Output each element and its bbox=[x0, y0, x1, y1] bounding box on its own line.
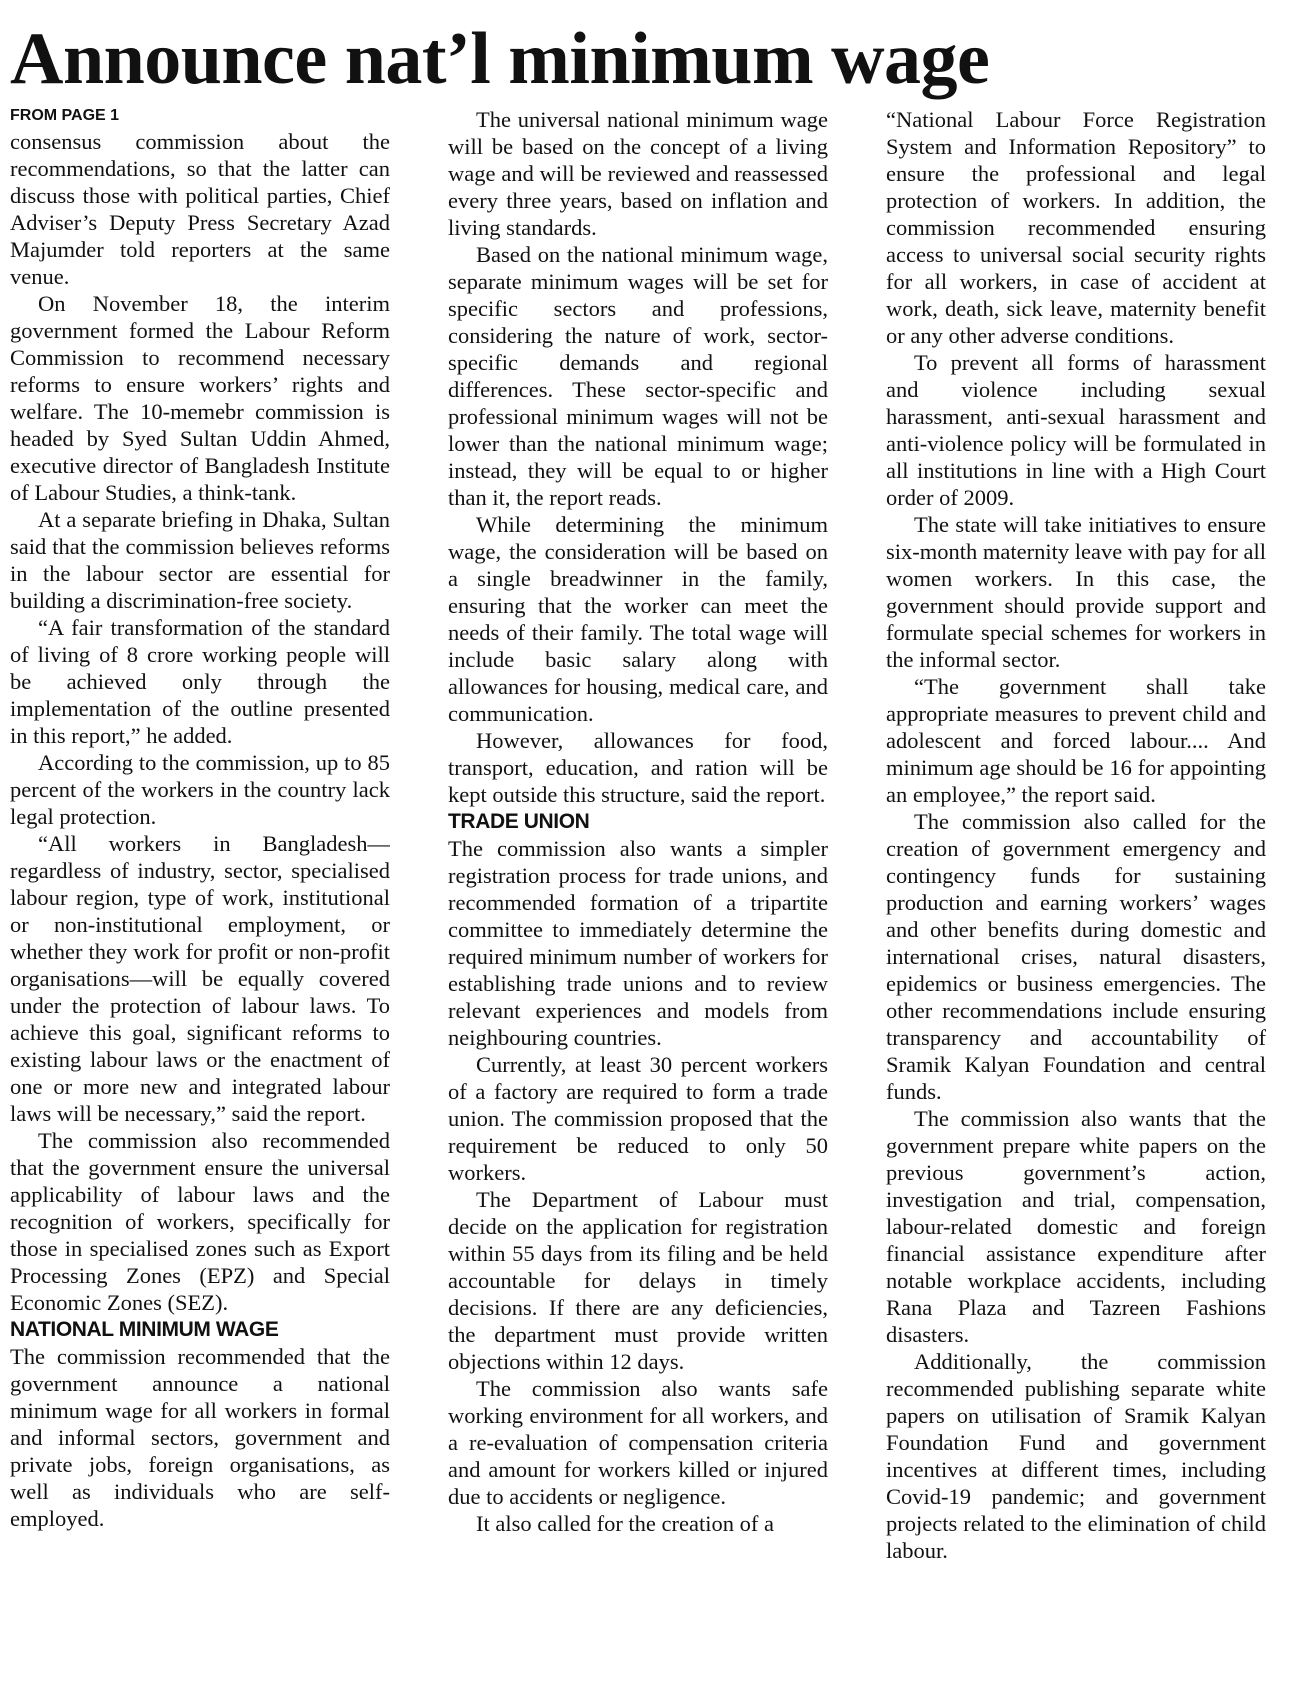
paragraph: consensus commission about the recommendations, so that the latter can discuss those with political parties, Chief Adviser’s Deputy Press Secretary Azad Majumder told reporters at the same venue. bbox=[10, 129, 390, 289]
paragraph: “National Labour Force Registration System and Information Repository” to ensure the professional and legal protection of workers. In addition, the commission recommended ensuring access to universal social security rights for all workers, in case of accident at work, death, sick leave, maternity benefit or any other adverse conditions. bbox=[886, 107, 1266, 348]
paragraph: “A fair transformation of the standard of living of 8 crore working people will be achieved only through the implementation of the outline presented in this report,” he added. bbox=[10, 615, 390, 748]
paragraph: Based on the national minimum wage, separate minimum wages will be set for specific sectors and professions, considering the nature of work, sector-specific demands and regional differences. These sector-specific and professional minimum wages will not be lower than the national minimum wage; instead, they will be equal to or higher than it, the report reads. bbox=[448, 242, 828, 510]
paragraph: The universal national minimum wage will be based on the concept of a living wage and will be reviewed and reassessed every three years, based on inflation and living standards. bbox=[448, 107, 828, 240]
paragraph: Currently, at least 30 percent workers of a factory are required to form a trade union. The commission proposed that the requirement be reduced to only 50 workers. bbox=[448, 1052, 828, 1185]
paragraph: The commission recommended that the government announce a national minimum wage for all workers in formal and informal sectors, government and private jobs, foreign organisations, as well as individuals who are self-employed. bbox=[10, 1344, 390, 1531]
paragraph: “The government shall take appropriate measures to prevent child and adolescent and forced labour.... And minimum age should be 16 for appointing an employee,” the report said. bbox=[886, 674, 1266, 807]
paragraph: At a separate briefing in Dhaka, Sultan said that the commission believes reforms in the labour sector are essential for building a discrimination-free society. bbox=[10, 507, 390, 613]
section-subhead: NATIONAL MINIMUM WAGE bbox=[10, 1318, 279, 1341]
paragraph: The commission also wants a simpler registration process for trade unions, and recommended formation of a tripartite committee to immediately determine the required minimum number of workers for establishing trade unions and to review relevant experiences and models from neighbouring countries. bbox=[448, 836, 828, 1050]
paragraph: On November 18, the interim government formed the Labour Reform Commission to recommend necessary reforms to ensure workers’ rights and welfare. The 10-memebr commission is headed by Syed Sultan Uddin Ahmed, executive director of Bangladesh Institute of Labour Studies, a think-tank. bbox=[10, 291, 390, 505]
section-subhead: TRADE UNION bbox=[448, 810, 590, 833]
paragraph: It also called for the creation of a bbox=[476, 1511, 774, 1536]
paragraph: According to the commission, up to 85 percent of the workers in the country lack legal protection. bbox=[10, 750, 390, 829]
paragraph: The commission also wants safe working environment for all workers, and a re-evaluation of compensation criteria and amount for workers killed or injured due to accidents or negligence. bbox=[448, 1376, 828, 1509]
paragraph: While determining the minimum wage, the consideration will be based on a single breadwinner in the family, ensuring that the worker can meet the needs of their family. The total wage will include basic salary along with allowances for housing, medical care, and communication. bbox=[448, 512, 828, 726]
column-1 bbox=[10, 106, 390, 1690]
paragraph: “All workers in Bangladesh—regardless of industry, sector, specialised labour region, type of work, institutional or non-institutional employment, or whether they work for profit or non-profit organisations—will be equally covered under the protection of labour laws. To achieve this goal, significant reforms to existing labour laws or the enactment of one or more new and integrated labour laws will be necessary,” said the report. bbox=[10, 831, 390, 1126]
paragraph: The commission also wants that the government prepare white papers on the previous government’s action, investigation and trial, compensation, labour-related domestic and foreign financial assistance expenditure after notable workplace accidents, including Rana Plaza and Tazreen Fashions disasters. bbox=[886, 1106, 1266, 1347]
kicker-label: FROM PAGE 1 bbox=[10, 107, 120, 124]
paragraph: Additionally, the commission recommended publishing separate white papers on utilisation of Sramik Kalyan Foundation Fund and government incentives at different times, including Covid-19 pandemic; and government projects related to the elimination of child labour. bbox=[886, 1349, 1266, 1563]
column-2 bbox=[448, 106, 828, 1690]
paragraph: The Department of Labour must decide on the application for registration within 55 days from its filing and be held accountable for delays in timely decisions. If there are any deficiencies, the department must provide written objections within 12 days. bbox=[448, 1187, 828, 1374]
headline: Announce nat’l minimum wage bbox=[10, 18, 990, 100]
paragraph: The commission also called for the creation of government emergency and contingency funds for sustaining production and earning workers’ wages and other benefits during domestic and international crises, natural disasters, epidemics or business emergencies. The other recommendations include ensuring transparency and accountability of Sramik Kalyan Foundation and central funds. bbox=[886, 809, 1266, 1104]
column-3 bbox=[886, 106, 1266, 1690]
paragraph: The state will take initiatives to ensure six-month maternity leave with pay for all women workers. In this case, the government should provide support and formulate special schemes for workers in the informal sector. bbox=[886, 512, 1266, 672]
paragraph: The commission also recommended that the government ensure the universal applicability of labour laws and the recognition of workers, specifically for those in specialised zones such as Export Processing Zones (EPZ) and Special Economic Zones (SEZ). bbox=[10, 1128, 390, 1315]
article-body bbox=[10, 106, 1296, 1690]
paragraph: However, allowances for food, transport, education, and ration will be kept outside this structure, said the report. bbox=[448, 728, 828, 807]
paragraph: To prevent all forms of harassment and violence including sexual harassment, anti-sexual harassment and anti-violence policy will be formulated in all institutions in line with a High Court order of 2009. bbox=[886, 350, 1266, 510]
